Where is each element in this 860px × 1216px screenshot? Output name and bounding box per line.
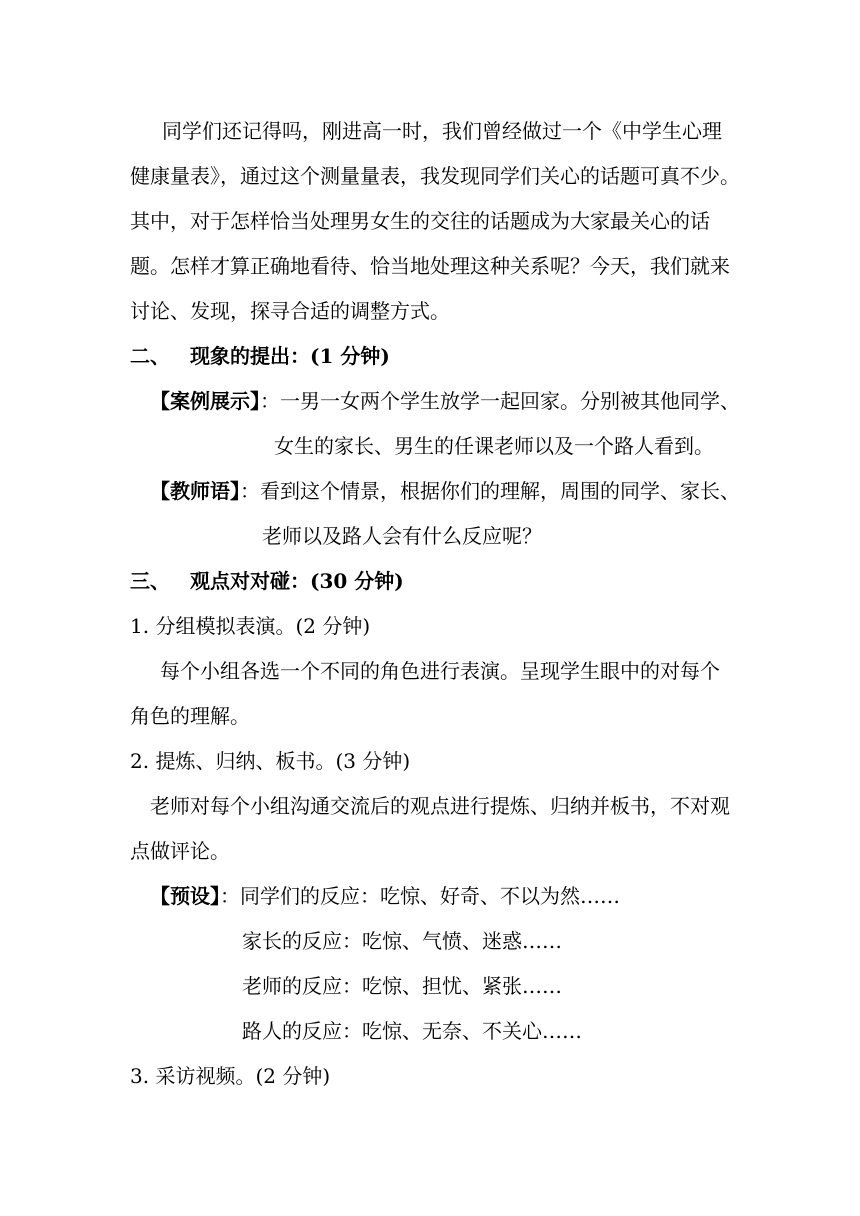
teacher-line-2: 老师以及路人会有什么反应呢？ [262,524,542,548]
step-1-line-2: 角色的理解。 [130,704,250,728]
step-1-heading: 1. 分组模拟表演。(2 分钟) [130,614,371,638]
case-line-2: 女生的家长、男生的任课老师以及一个路人看到。 [274,434,714,458]
step-2-line-1: 老师对每个小组沟通交流后的观点进行提炼、归纳并板书，不对观 [150,794,730,818]
case-line-1: ：一男一女两个学生放学一起回家。分别被其他同学、 [260,389,740,413]
intro-line-5: 讨论、发现，探寻合适的调整方式。 [130,299,450,323]
case-label: 【案例展示】 [150,389,260,413]
preset-item-teachers: 老师的反应：吃惊、担忧、紧张…… [242,974,562,998]
intro-line-1: 同学们还记得吗，刚进高一时，我们曾经做过一个《中学生心理 [162,119,722,143]
step-3-heading: 3. 采访视频。(2 分钟) [130,1064,331,1088]
intro-line-3: 其中，对于怎样恰当处理男女生的交往的话题成为大家最关心的话 [130,209,710,233]
section-2-number: 二、 [130,344,170,368]
preset-item-passersby: 路人的反应：吃惊、无奈、不关心…… [242,1019,582,1043]
section-3-title: 观点对对碰：(30 分钟) [190,569,404,593]
preset-item-parents: 家长的反应：吃惊、气愤、迷惑…… [242,929,562,953]
case-paragraph [150,388,740,414]
step-2-line-2: 点做评论。 [130,839,230,863]
teacher-label: 【教师语】 [150,479,240,503]
teacher-line-1: ：看到这个情景，根据你们的理解，周围的同学、家长、 [240,479,740,503]
step-2-heading: 2. 提炼、归纳、板书。(3 分钟) [130,749,411,773]
section-2-title: 现象的提出：(1 分钟) [190,344,390,368]
step-1-line-1: 每个小组各选一个不同的角色进行表演。呈现学生眼中的对每个 [160,659,720,683]
intro-line-4: 题。怎样才算正确地看待、恰当地处理这种关系呢？今天，我们就来 [130,254,730,278]
preset-item-students: ：同学们的反应：吃惊、好奇、不以为然…… [220,884,620,908]
section-3-number: 三、 [130,569,170,593]
preset-label: 【预设】 [150,884,220,908]
preset-paragraph [150,883,620,909]
teacher-paragraph [150,478,740,504]
intro-line-2: 健康量表》，通过这个测量量表，我发现同学们关心的话题可真不少。 [130,164,740,188]
